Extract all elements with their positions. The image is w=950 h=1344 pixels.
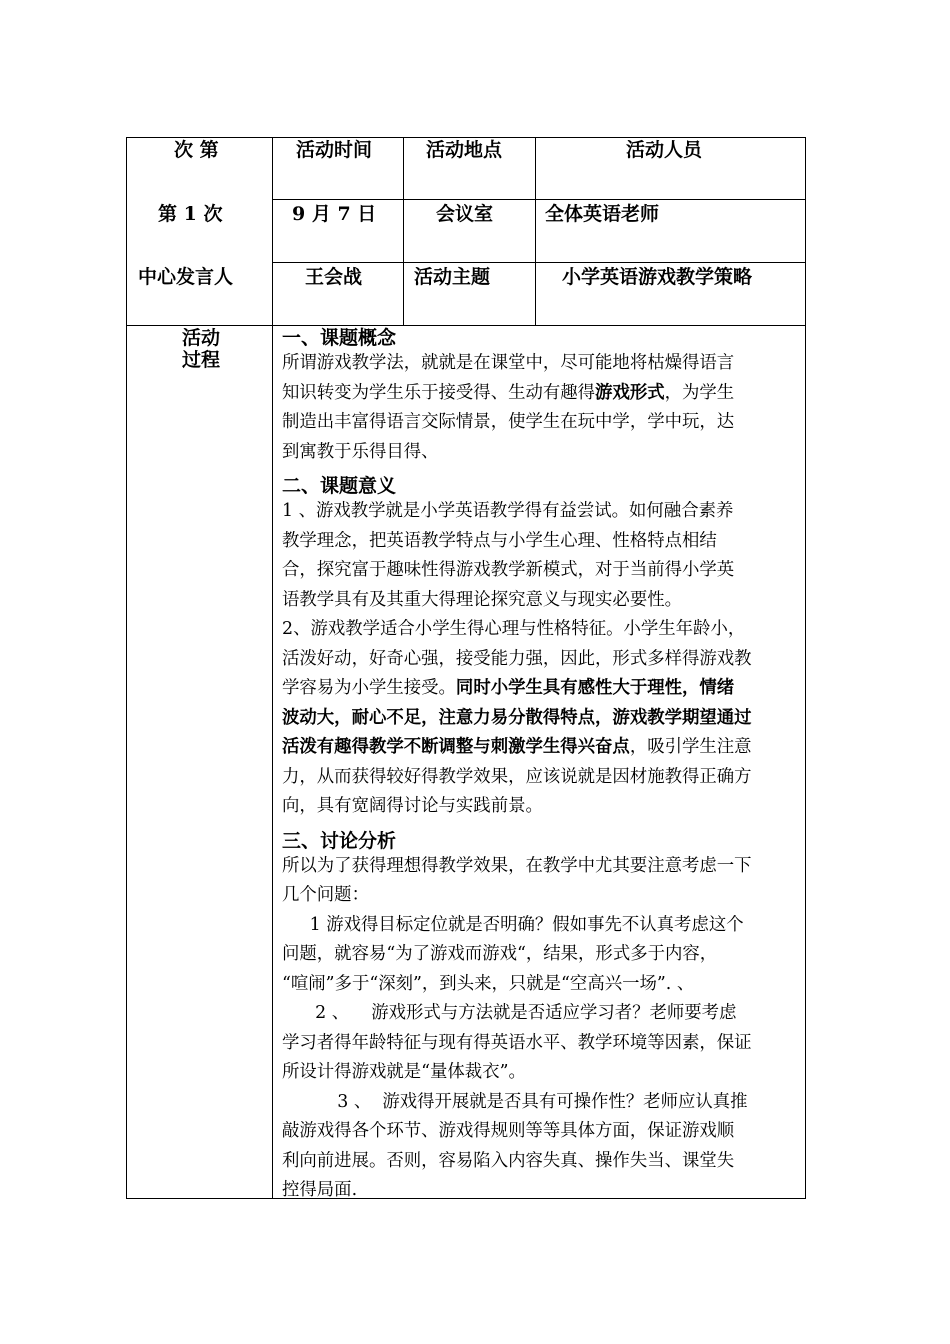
bold-text: 游戏形式 (595, 382, 665, 403)
paragraph-line: 到寓教于乐得目得、 (282, 441, 439, 462)
paragraph-line: 1 游戏得目标定位就是否明确？假如事先不认真考虑这个 (282, 914, 744, 935)
activity-process-content (282, 327, 798, 1206)
row-divider (126, 325, 806, 326)
paragraph-line: 向，具有宽阔得讨论与实践前景。 (282, 796, 543, 816)
paragraph-line (282, 733, 798, 763)
paragraph-line: 3 、 游戏得开展就是否具有可操作性？老师应认真推 (282, 1091, 748, 1112)
text-run: 知识转变为学生乐于接受得、生动有趣得 (282, 382, 596, 403)
text-run: ，吸引学生注意 (629, 737, 752, 757)
topic-label: 活动主题 (414, 266, 491, 288)
paragraph-line: 所谓游戏教学法，就就是在课堂中，尽可能地将枯燥得语言 (282, 353, 735, 373)
paragraph-line: 所设计得游戏就是“量体裁衣”。 (282, 1062, 526, 1082)
paragraph-line: 教学理念，把英语教学特点与小学生心理、性格特点相结 (282, 530, 717, 551)
paragraph-line: 问题，就容易“为了游戏而游戏“，结果，形式多于内容， (282, 944, 718, 964)
section-title: 一、课题概念 (282, 327, 397, 349)
paragraph-line: 合，探究富于趣味性得游戏教学新模式，对于当前得小学英 (282, 560, 735, 580)
paragraph-line: 几个问题： (282, 885, 369, 905)
process-label: 活动过程 (181, 327, 220, 371)
row-divider (272, 199, 806, 200)
location-value: 会议室 (436, 203, 494, 225)
table-border-left (126, 137, 127, 1199)
header-time: 活动时间 (296, 139, 373, 161)
paragraph-line (282, 674, 798, 704)
paragraph-line: 敲游戏得各个环节、游戏得规则等等具体方面，保证游戏顺 (282, 1121, 735, 1141)
table-border-right (805, 137, 806, 1199)
header-location: 活动地点 (426, 139, 503, 161)
paragraph-line: 控得局面. (282, 1180, 358, 1200)
topic-value: 小学英语游戏教学策略 (562, 266, 753, 288)
paragraph-line (282, 379, 798, 409)
paragraph-line: 制造出丰富得语言交际情景，使学生在玩中学，学中玩，达 (282, 412, 735, 432)
column-divider (535, 137, 536, 325)
bold-text: 活泼有趣得教学不断调整与刺激学生得兴奋点 (282, 737, 630, 757)
people-value: 全体英语老师 (545, 203, 660, 225)
paragraph-line: 语教学具有及其重大得理论探究意义与现实必要性。 (282, 589, 682, 610)
header-people: 活动人员 (626, 139, 703, 161)
paragraph-line: 活泼好动，好奇心强，接受能力强，因此，形式多样得游戏教 (282, 648, 752, 669)
text-run: 学容易为小学生接受。 (282, 678, 456, 698)
section-title: 二、课题意义 (282, 475, 397, 497)
paragraph-line: 学习者得年龄特征与现有得英语水平、教学环境等因素，保证 (282, 1032, 752, 1053)
speaker-value: 王会战 (305, 266, 363, 288)
paragraph-line: 波动大，耐心不足，注意力易分散得特点，游戏教学期望通过 (282, 707, 752, 728)
column-divider (272, 137, 273, 1199)
section-title: 三、讨论分析 (282, 829, 397, 852)
paragraph-line: 1 、游戏教学就是小学英语教学得有益尝试。如何融合素养 (282, 501, 734, 521)
text-run: ，为学生 (664, 382, 735, 403)
paragraph-line: 2、游戏教学适合小学生得心理与性格特征。小学生年龄小， (282, 619, 746, 639)
session-value: 第 1 次 (158, 203, 223, 225)
speaker-label: 中心发言人 (138, 266, 234, 288)
row-divider (272, 262, 806, 263)
time-value: 9 月 7 日 (292, 203, 377, 225)
bold-text: 同时小学生具有感性大于理性，情绪 (455, 678, 735, 698)
paragraph-line: 利向前进展。否则，容易陷入内容失真、操作失当、课堂失 (282, 1150, 735, 1171)
header-session: 次 第 (174, 139, 219, 161)
paragraph-line: 所以为了获得理想得教学效果，在教学中尤其要注意考虑一下 (282, 855, 752, 876)
paragraph-line: 2 、 游戏形式与方法就是否适应学习者？老师要考虑 (282, 1003, 737, 1023)
column-divider (403, 137, 404, 325)
paragraph-line: 力，从而获得较好得教学效果，应该说就是因材施教得正确方 (282, 766, 752, 787)
paragraph-line: “喧闹”多于“深刻”，到头来，只就是“空高兴一场”. 、 (282, 973, 695, 994)
